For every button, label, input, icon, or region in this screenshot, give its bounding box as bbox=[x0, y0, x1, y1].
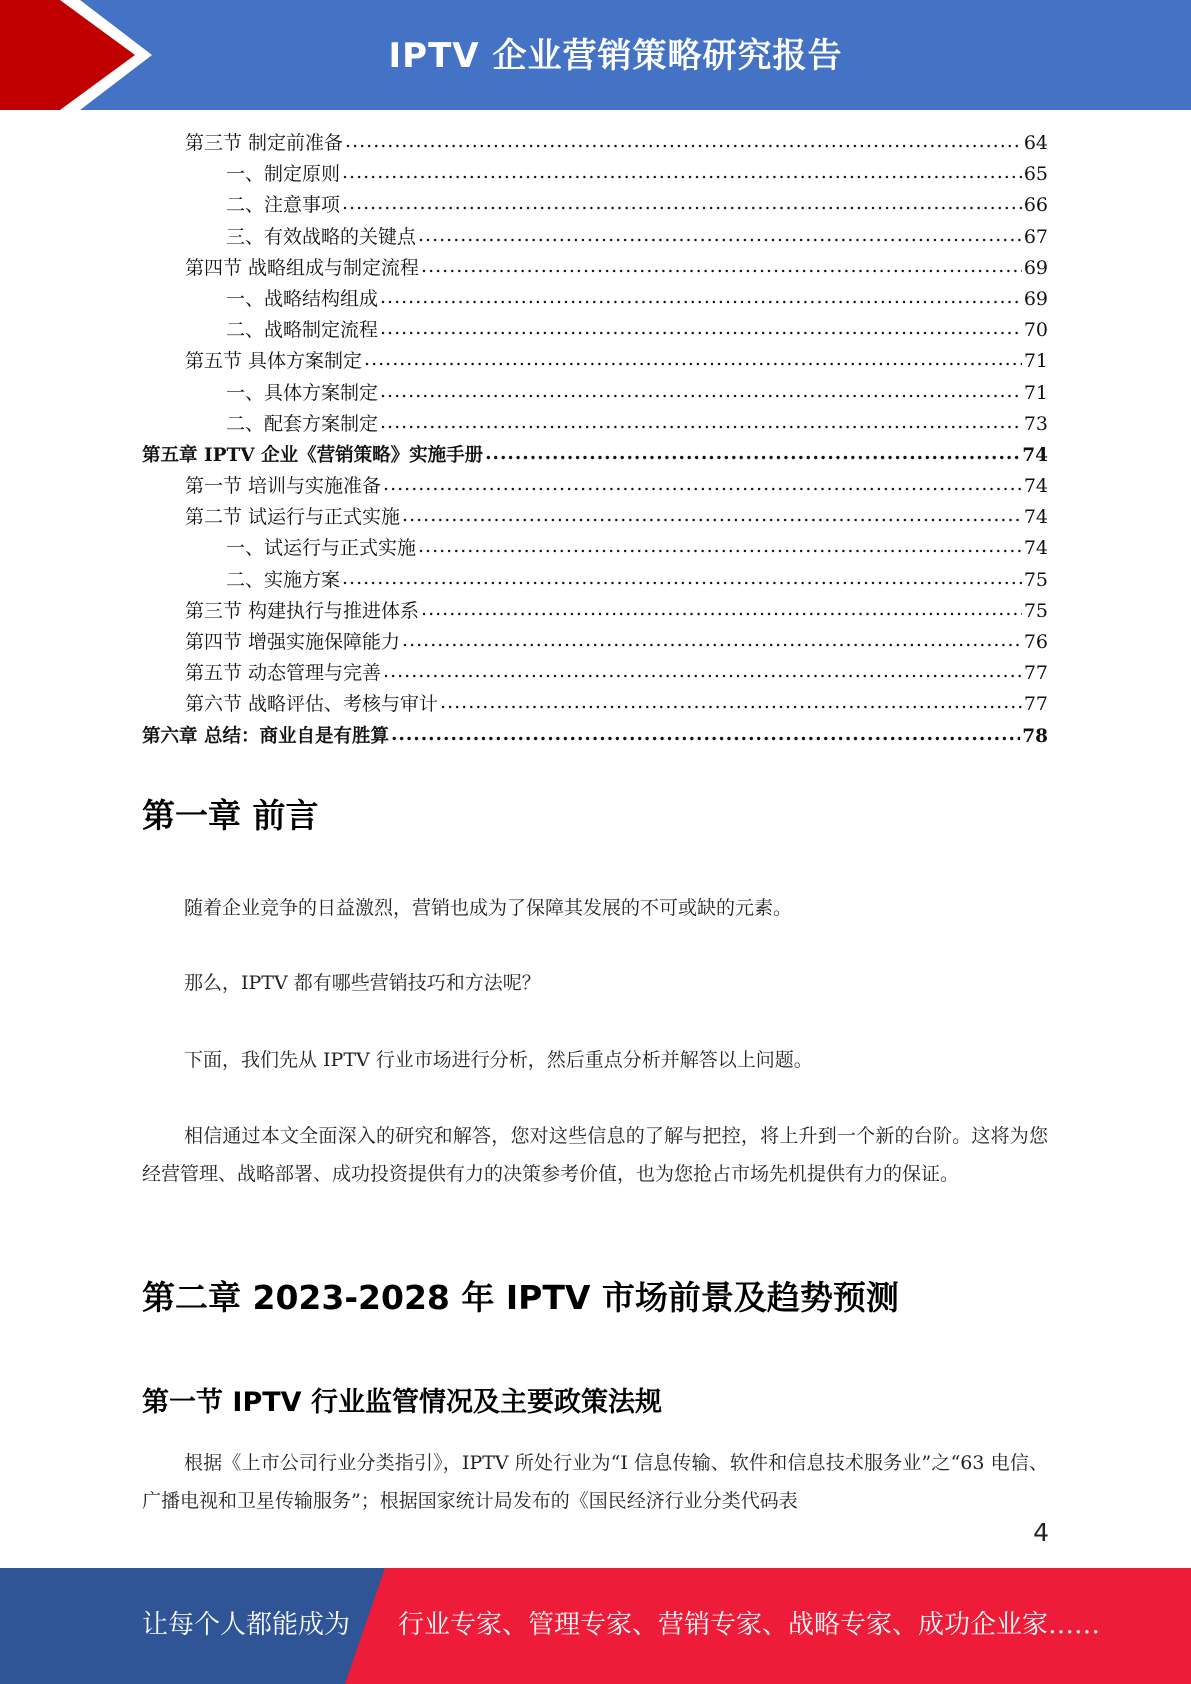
toc-entry[interactable] bbox=[142, 502, 1048, 533]
toc-leader-dots bbox=[402, 500, 1022, 531]
toc-entry-title: 一、制定原则 bbox=[226, 163, 341, 186]
section-heading: 第一节 IPTV 行业监管情况及主要政策法规 bbox=[142, 1387, 662, 1418]
toc-entry-title: 第一节 培训与实施准备 bbox=[185, 475, 382, 498]
toc-entry-title: 第三节 构建执行与推进体系 bbox=[185, 599, 420, 622]
toc-leader-dots bbox=[342, 563, 1022, 594]
toc-entry-page: 75 bbox=[1023, 599, 1048, 622]
toc-entry-page: 69 bbox=[1023, 287, 1048, 310]
toc-leader-dots bbox=[380, 313, 1022, 344]
toc-entry[interactable] bbox=[142, 315, 1048, 346]
toc-entry[interactable] bbox=[142, 689, 1048, 720]
toc-entry[interactable] bbox=[142, 721, 1048, 752]
header-title: IPTV 企业营销策略研究报告 bbox=[388, 36, 843, 76]
toc-entry-title: 二、配套方案制定 bbox=[226, 412, 379, 435]
toc-entry-title: 第五节 具体方案制定 bbox=[185, 350, 363, 373]
chapter-1-heading: 第一章 前言 bbox=[142, 796, 319, 835]
toc-leader-dots bbox=[383, 469, 1022, 500]
toc-entry-title: 第三节 制定前准备 bbox=[185, 132, 344, 154]
toc-entry[interactable] bbox=[142, 627, 1048, 658]
toc-leader-dots bbox=[440, 687, 1022, 718]
toc-entry-page: 75 bbox=[1023, 568, 1048, 591]
page-number: 4 bbox=[1033, 1518, 1049, 1547]
toc-leader-dots bbox=[418, 531, 1022, 562]
toc-entry-title: 第五节 动态管理与完善 bbox=[185, 662, 382, 685]
toc-entry[interactable] bbox=[142, 409, 1048, 440]
paragraph: 相信通过本文全面深入的研究和解答，您对这些信息的了解与把控，将上升到一个新的台阶。这将为您经营管理、战略部署、成功投资提供有力的决策参考价值，也为您抢占市场先机提供有力的保证。 bbox=[142, 1125, 1048, 1185]
toc-entry[interactable] bbox=[142, 253, 1048, 284]
toc-leader-dots bbox=[418, 220, 1022, 251]
footer-slogan-left: 让每个人都能成为 bbox=[142, 1610, 351, 1640]
toc-entry-title: 第四节 战略组成与制定流程 bbox=[185, 256, 420, 279]
toc-entry[interactable] bbox=[142, 128, 1048, 159]
footer-slogan-right: 行业专家、管理专家、营销专家、战略专家、成功企业家…… bbox=[398, 1610, 1101, 1640]
toc-entry-title: 第五章 IPTV 企业《营销策略》实施手册 bbox=[142, 444, 484, 466]
toc-entry[interactable] bbox=[142, 658, 1048, 689]
toc-entry-page: 74 bbox=[1022, 444, 1048, 466]
toc-entry-page: 70 bbox=[1023, 319, 1048, 342]
toc-entry-page: 66 bbox=[1023, 194, 1048, 217]
toc-entry-title: 二、注意事项 bbox=[226, 194, 341, 217]
toc-entry[interactable] bbox=[142, 565, 1048, 596]
toc-entry[interactable] bbox=[142, 190, 1048, 221]
toc-entry-page: 74 bbox=[1023, 475, 1048, 498]
toc-entry-title: 第四节 增强实施保障能力 bbox=[185, 631, 401, 653]
toc-entry[interactable] bbox=[142, 471, 1048, 502]
toc-entry-page: 71 bbox=[1023, 381, 1048, 404]
toc-entry-title: 二、战略制定流程 bbox=[226, 319, 379, 342]
toc-entry[interactable] bbox=[142, 596, 1048, 627]
toc-entry[interactable] bbox=[142, 533, 1048, 564]
toc-entry-title: 一、具体方案制定 bbox=[226, 381, 379, 404]
chapter-2-heading: 第二章 2023-2028 年 IPTV 市场前景及趋势预测 bbox=[142, 1278, 899, 1317]
toc-entry-page: 71 bbox=[1023, 350, 1048, 373]
toc-entry[interactable] bbox=[142, 378, 1048, 409]
toc-leader-dots bbox=[342, 188, 1022, 219]
toc-entry-page: 65 bbox=[1023, 163, 1048, 186]
toc-entry-page: 73 bbox=[1023, 412, 1048, 435]
toc-leader-dots bbox=[485, 438, 1020, 469]
paragraph: 根据《上市公司行业分类指引》，IPTV 所处行业为“I 信息传输、软件和信息技术服务业”之“63 电信、广播电视和卫星传输服务”；根据国家统计局发布的《国民经济行业分类代码表 bbox=[142, 1452, 1048, 1512]
toc-entry-page: 67 bbox=[1023, 225, 1048, 248]
toc-leader-dots bbox=[402, 625, 1022, 656]
toc-entry[interactable] bbox=[142, 222, 1048, 253]
toc-leader-dots bbox=[342, 157, 1022, 188]
toc-entry-page: 69 bbox=[1023, 256, 1048, 279]
toc-entry-title: 一、试运行与正式实施 bbox=[226, 537, 417, 560]
page-footer bbox=[0, 1568, 1191, 1684]
toc-entry-page: 77 bbox=[1023, 693, 1048, 716]
toc-entry-page: 74 bbox=[1023, 537, 1048, 560]
paragraph: 那么，IPTV 都有哪些营销技巧和方法呢？ bbox=[184, 972, 541, 994]
toc-leader-dots bbox=[380, 376, 1022, 407]
table-of-contents bbox=[142, 128, 1048, 752]
toc-leader-dots bbox=[380, 407, 1022, 438]
toc-leader-dots bbox=[421, 594, 1022, 625]
toc-entry-title: 二、实施方案 bbox=[226, 568, 341, 591]
toc-entry-title: 第六章 总结：商业自是有胜算 bbox=[142, 725, 389, 747]
toc-entry-page: 64 bbox=[1023, 132, 1048, 154]
page-header bbox=[0, 0, 1191, 110]
toc-entry[interactable] bbox=[142, 440, 1048, 471]
toc-entry-title: 一、战略结构组成 bbox=[226, 287, 379, 310]
toc-leader-dots bbox=[380, 282, 1022, 313]
toc-entry[interactable] bbox=[142, 159, 1048, 190]
toc-entry-page: 77 bbox=[1023, 662, 1048, 685]
paragraph: 随着企业竞争的日益激烈，营销也成为了保障其发展的不可或缺的元素。 bbox=[184, 897, 793, 919]
toc-entry[interactable] bbox=[142, 346, 1048, 377]
toc-leader-dots bbox=[364, 344, 1022, 375]
toc-entry-title: 第六节 战略评估、考核与审计 bbox=[185, 693, 439, 716]
toc-leader-dots bbox=[383, 656, 1022, 687]
toc-leader-dots bbox=[391, 719, 1020, 750]
toc-entry-title: 三、有效战略的关键点 bbox=[226, 225, 417, 248]
toc-entry-page: 76 bbox=[1023, 631, 1048, 653]
toc-entry-page: 78 bbox=[1022, 725, 1048, 747]
toc-entry-page: 74 bbox=[1023, 506, 1048, 529]
paragraph: 下面，我们先从 IPTV 行业市场进行分析，然后重点分析并解答以上问题。 bbox=[184, 1049, 813, 1071]
toc-entry[interactable] bbox=[142, 284, 1048, 315]
toc-entry-title: 第二节 试运行与正式实施 bbox=[185, 506, 401, 529]
toc-leader-dots bbox=[345, 126, 1022, 157]
toc-leader-dots bbox=[421, 251, 1022, 282]
